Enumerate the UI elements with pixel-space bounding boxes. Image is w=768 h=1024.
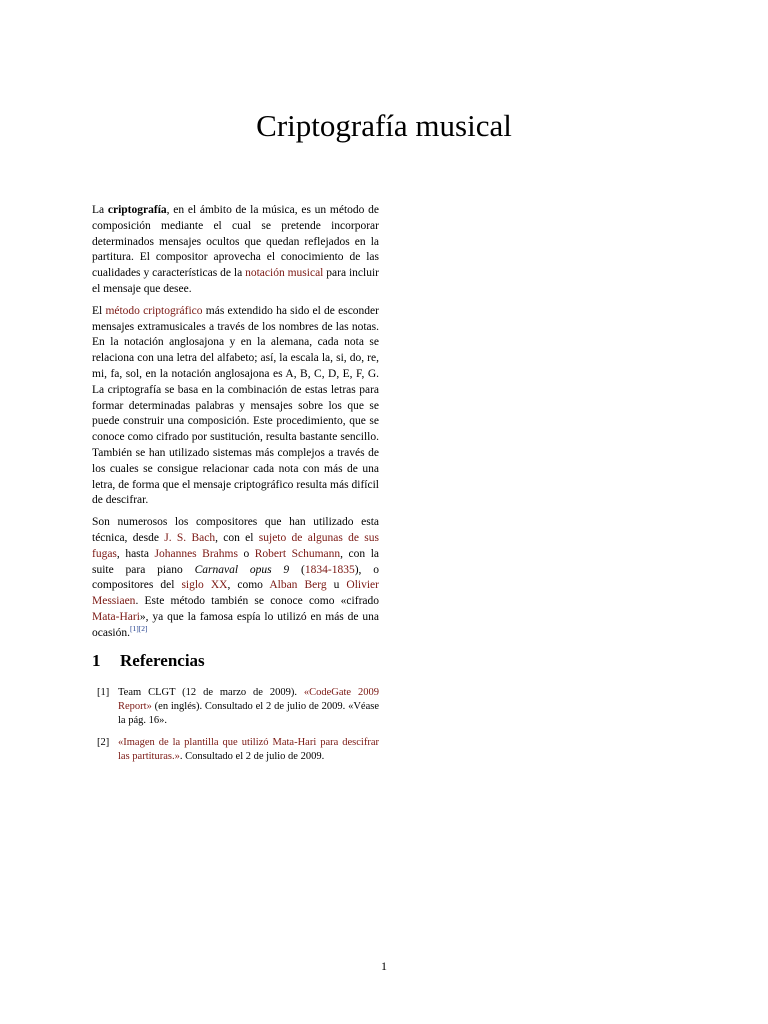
- intro-paragraph: [92, 203, 379, 298]
- section-heading: [92, 651, 205, 671]
- link-alban-berg[interactable]: Alban Berg: [269, 579, 327, 592]
- text: , hasta: [116, 547, 155, 560]
- text: para incluir el mensaje que desee.: [92, 267, 379, 295]
- text: , con el: [215, 531, 259, 544]
- composers-paragraph: [92, 515, 379, 641]
- page-number: 1: [381, 959, 387, 973]
- link-bach[interactable]: J. S. Bach: [164, 531, 216, 544]
- text: . Este método también se conoce como «cifrado: [135, 595, 379, 608]
- citation-2[interactable]: [2]: [138, 623, 148, 633]
- method-paragraph: [92, 304, 379, 509]
- text: (: [289, 563, 305, 576]
- citations: [130, 624, 148, 633]
- reference-number: [2]: [97, 737, 110, 749]
- text: , como: [227, 579, 270, 592]
- section-number: 1: [92, 651, 101, 670]
- link-mata-hari[interactable]: Mata-Hari: [92, 610, 140, 623]
- link-sujeto-fugas[interactable]: sujeto de algunas de sus fugas: [92, 531, 379, 560]
- text: Team CLGT (12 de marzo de 2009).: [118, 687, 304, 698]
- article-body: [92, 203, 379, 648]
- reference-text: [118, 686, 379, 727]
- text: Son numerosos los compositores que han utilizado esta técnica, desde: [92, 516, 379, 544]
- link-messiaen[interactable]: Olivier Messiaen: [92, 579, 379, 608]
- text: o: [237, 547, 255, 560]
- link-metodo-criptografico[interactable]: método criptográfico: [105, 304, 203, 317]
- reference-text: [118, 736, 379, 764]
- text: más extendido ha sido el de esconder mensajes extramusicales a través de los nombres de las notas. En la notación anglosajona y en la alemana, cada nota se relaciona con una letra del alfabeto; así, la escala la, si, do, re, mi, fa, sol, en la notación anglosajona es A, B, C, D, E, F, G. La criptografía se basa en la combinación de estas letras para formar determinadas palabras y mensajes sobre los que se puede construir una composición. Este procedimiento, que se conoce como cifrado por sustitución, resulta bastante sencillo. También se han utilizado sistemas más complejos a través de los cuales se consigue relacionar cada nota con más de una letra, de forma que el mensaje criptográfico resulta más difícil de descifrar.: [92, 304, 379, 507]
- text: (en inglés). Consultado el 2 de julio de 2009. «Véase la pág. 16».: [118, 700, 379, 726]
- reference-item: [92, 686, 379, 727]
- link-years[interactable]: 1834-1835: [304, 563, 355, 576]
- reference-link[interactable]: «Imagen de la plantilla que utilizó Mata-Hari para descifrar las partituras.»: [118, 737, 379, 763]
- text: , con la suite para piano: [92, 547, 379, 576]
- citation-1[interactable]: [1]: [130, 623, 139, 633]
- link-notacion-musical[interactable]: notación musical: [245, 267, 324, 280]
- link-siglo-xx[interactable]: siglo XX: [181, 579, 228, 592]
- reference-list: [92, 686, 379, 773]
- text: El: [92, 304, 106, 317]
- link-brahms[interactable]: Johannes Brahms: [154, 547, 238, 560]
- page-title: Criptografía musical: [256, 108, 512, 143]
- text: , en el ámbito de la música, es un método de composición mediante el cual se pretende incorporar determinados mensajes ocultos que quedan reflejados en la partitura. El compositor aprovecha el conocimiento de las cualidades y características de la: [92, 204, 379, 280]
- text: u: [326, 579, 347, 592]
- text: La: [92, 204, 108, 216]
- section-title: Referencias: [120, 651, 205, 670]
- reference-link[interactable]: «CodeGate 2009 Report»: [118, 687, 379, 712]
- italic-work-title: Carnaval opus 9: [194, 563, 290, 576]
- bold-term: criptografía: [107, 204, 167, 216]
- reference-number: [1]: [97, 687, 110, 698]
- text: », ya que la famosa espía lo utilizó en más de una ocasión.: [92, 610, 379, 639]
- text: ), o compositores del: [92, 563, 379, 592]
- text: . Consultado el 2 de julio de 2009.: [179, 751, 325, 763]
- link-schumann[interactable]: Robert Schumann: [254, 547, 341, 560]
- reference-item: [92, 736, 379, 764]
